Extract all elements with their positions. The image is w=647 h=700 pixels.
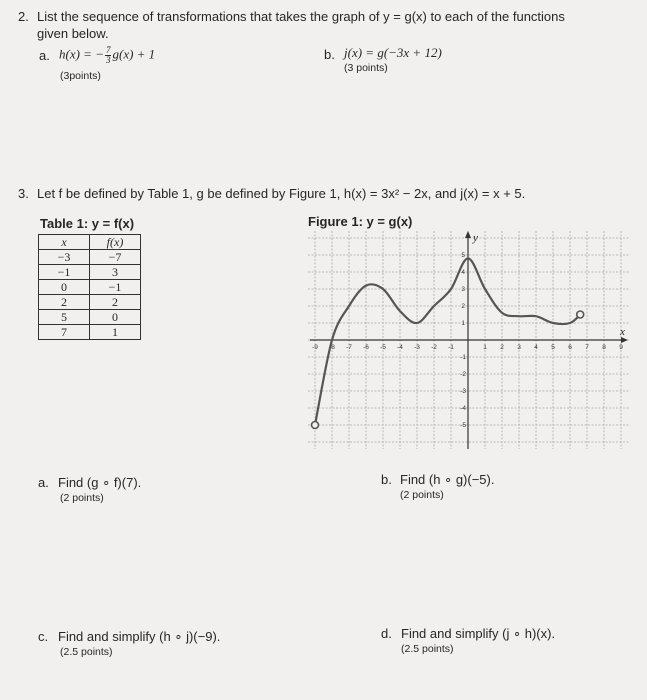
table-cell-fx: 1 xyxy=(90,325,141,340)
table-header-fx: f(x) xyxy=(90,235,141,250)
x-tick-label: -9 xyxy=(312,344,318,351)
table-cell-fx: 2 xyxy=(90,295,141,310)
q2a-expression xyxy=(59,46,155,65)
table-header-row xyxy=(39,235,141,250)
x-tick-label: 6 xyxy=(568,344,572,351)
q3a-points: (2 points) xyxy=(60,492,104,504)
table-cell-x: 2 xyxy=(39,295,90,310)
x-tick-label: -4 xyxy=(397,344,403,351)
x-tick-label: -1 xyxy=(448,344,454,351)
y-tick-label: 1 xyxy=(461,320,465,327)
x-tick-label: -8 xyxy=(329,344,335,351)
q2-number: 2. xyxy=(18,9,29,24)
table-cell-x: 0 xyxy=(39,280,90,295)
q3b-text: Find (h ∘ g)(−5). xyxy=(400,472,495,487)
table-row xyxy=(39,265,141,280)
q2a-prefix: h(x) = − xyxy=(59,46,104,62)
table-cell-x: 7 xyxy=(39,325,90,340)
q3d-text: Find and simplify (j ∘ h)(x). xyxy=(401,626,556,641)
table-cell-x: −3 xyxy=(39,250,90,265)
x-tick-label: -3 xyxy=(414,344,420,351)
table-cell-fx: 0 xyxy=(90,310,141,325)
x-tick-label: 7 xyxy=(585,344,589,351)
q3a-text: Find (g ∘ f)(7). xyxy=(58,475,142,490)
table-row xyxy=(39,280,141,295)
open-endpoint xyxy=(577,311,584,318)
function-table xyxy=(38,234,141,340)
y-tick-label: -5 xyxy=(460,422,466,429)
q3-text: Let f be defined by Table 1, g be defined by Figure 1, h(x) = 3x² − 2x, and j(x) = x + 5. xyxy=(37,186,526,201)
y-tick-label: -2 xyxy=(460,371,466,378)
y-tick-label: -1 xyxy=(460,354,466,361)
q2-text-line1: List the sequence of transformations that takes the graph of y = g(x) to each of the functions xyxy=(37,9,565,24)
x-tick-label: 8 xyxy=(602,344,606,351)
q2a-fraction xyxy=(105,46,112,65)
x-axis-label: x xyxy=(620,326,625,338)
q3c-label: c. xyxy=(38,629,49,644)
q2a-suffix: g(x) + 1 xyxy=(112,46,156,62)
table-1 xyxy=(38,234,141,340)
q2b-points: (3 points) xyxy=(344,62,388,74)
y-tick-label: -3 xyxy=(460,388,466,395)
figure-title: Figure 1: y = g(x) xyxy=(308,214,413,229)
x-tick-label: -2 xyxy=(431,344,437,351)
q3c-points: (2.5 points) xyxy=(60,646,113,658)
q2b-expression: j(x) = g(−3x + 12) xyxy=(344,45,442,60)
table-cell-fx: 3 xyxy=(90,265,141,280)
q2b-label: b. xyxy=(324,47,335,62)
table-header-x: x xyxy=(39,235,90,250)
table-title: Table 1: y = f(x) xyxy=(40,216,135,231)
x-tick-label: 1 xyxy=(483,344,487,351)
y-tick-label: 2 xyxy=(461,303,465,310)
q3b-points: (2 points) xyxy=(400,489,444,501)
q2a-fraction-den: 3 xyxy=(105,55,111,65)
x-tick-label: -5 xyxy=(380,344,386,351)
x-tick-label: 4 xyxy=(534,344,538,351)
q2a-label: a. xyxy=(39,48,50,63)
table-row xyxy=(39,250,141,265)
table-cell-x: −1 xyxy=(39,265,90,280)
q2a-fraction-num: 7 xyxy=(105,45,111,55)
q3c-text: Find and simplify (h ∘ j)(−9). xyxy=(58,629,221,644)
q3d-label: d. xyxy=(381,626,392,641)
x-tick-label: -6 xyxy=(363,344,369,351)
table-row xyxy=(39,310,141,325)
q3d-points: (2.5 points) xyxy=(401,643,454,655)
g-curve xyxy=(315,258,580,425)
x-tick-label: 9 xyxy=(619,344,623,351)
q3-number: 3. xyxy=(18,186,29,201)
open-endpoint xyxy=(312,422,319,429)
q2-text-line2: given below. xyxy=(37,26,109,41)
y-tick-label: 3 xyxy=(461,286,465,293)
y-tick-label: 4 xyxy=(461,269,465,276)
y-axis-label: y xyxy=(473,232,478,244)
table-row xyxy=(39,325,141,340)
figure-1-graph xyxy=(308,229,630,451)
y-tick-label: 5 xyxy=(461,252,465,259)
x-tick-label: 3 xyxy=(517,344,521,351)
x-tick-label: 2 xyxy=(500,344,504,351)
y-tick-label: -4 xyxy=(460,405,466,412)
table-row xyxy=(39,295,141,310)
x-tick-label: 5 xyxy=(551,344,555,351)
q2a-points: (3points) xyxy=(60,70,101,82)
table-cell-x: 5 xyxy=(39,310,90,325)
table-cell-fx: −7 xyxy=(90,250,141,265)
y-axis-arrow xyxy=(465,231,471,238)
q3b-label: b. xyxy=(381,472,392,487)
table-cell-fx: −1 xyxy=(90,280,141,295)
q3a-label: a. xyxy=(38,475,49,490)
x-tick-label: -7 xyxy=(346,344,352,351)
